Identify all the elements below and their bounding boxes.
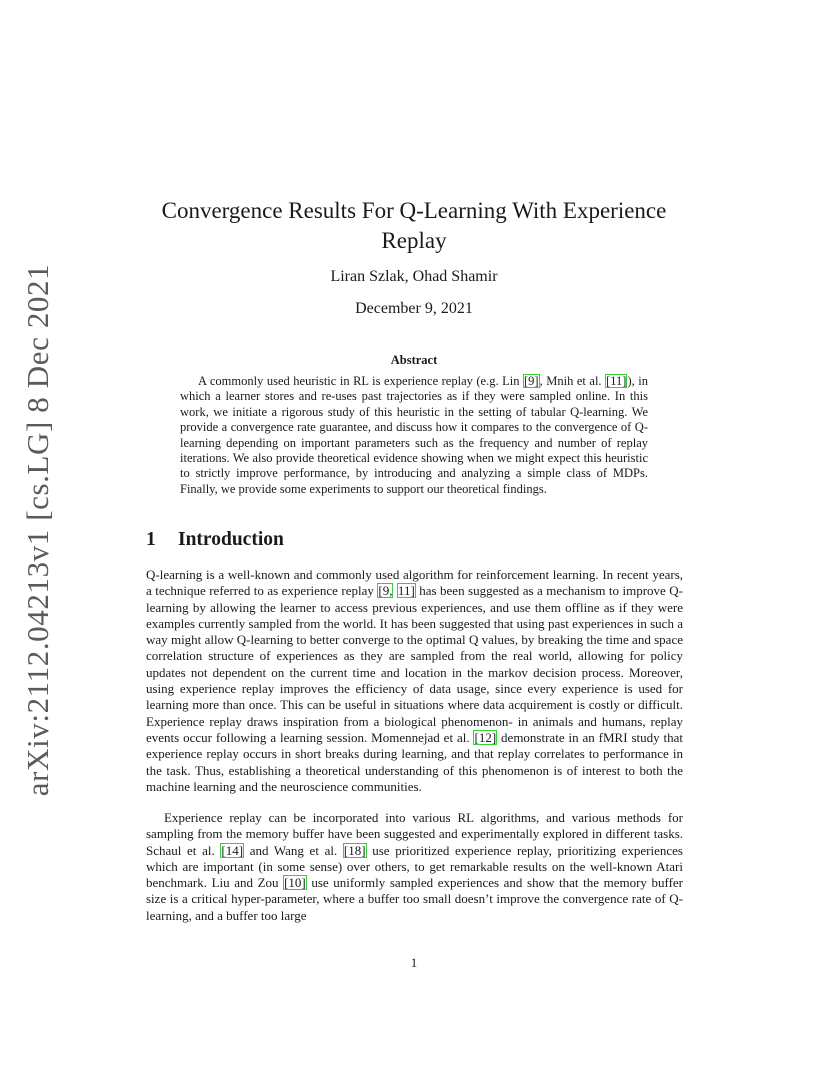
paper-title: Convergence Results For Q-Learning With Experience Replay bbox=[161, 198, 667, 253]
section-heading bbox=[146, 529, 284, 551]
paragraph-text: has been suggested as a mechanism to improve Q-learning by allowing the learner to access previous experiences, and use them offline as if they were examples currently sampled from the world. It has been suggested that using past experiences in such a way might allow Q-learning to better converge to the optimal Q values, by breaking the time and space correlation structure of experiences as they are sampled from the real world, allowing for policy updates not dependent on the current time and location in the markov decision process. Moreover, using experience replay improves the efficiency of data usage, since every experience is used for learning more than once. This can be useful in situations where data acquirement is costly or difficult. Experience replay draws inspiration from a biological phenomenon- in animals and humans, replay events occur following a learning session. Momennejad et al. bbox=[146, 583, 683, 745]
intro-paragraph-1 bbox=[146, 567, 683, 795]
intro-paragraph-2 bbox=[146, 810, 683, 924]
citation-link[interactable]: [11] bbox=[606, 374, 627, 388]
paragraph-text: use prioritized experience replay, prioritizing experiences which are important (in some sense) over others, to get remarkable results on the well-known Atari benchmark. Liu and Zou bbox=[146, 842, 683, 891]
page-number: 1 bbox=[410, 955, 418, 970]
abstract-text-part: , Mnih et al. bbox=[539, 374, 606, 388]
paragraph-text: use uniformly sampled experiences and show that the memory buffer size is a critical hyper-parameter, where a buffer too small doesn’t improve the convergence rate of Q-learning, and a buffer too large bbox=[146, 875, 684, 923]
section-title: Introduction bbox=[178, 529, 284, 550]
citation-link[interactable]: [9, bbox=[378, 583, 393, 599]
abstract-text-part: A commonly used heuristic in RL is experience replay (e.g. Lin bbox=[198, 374, 524, 388]
citation-link[interactable]: [14] bbox=[221, 842, 244, 858]
abstract-text bbox=[180, 374, 648, 497]
citation-link[interactable]: [18] bbox=[343, 842, 366, 858]
paragraph-text: and Wang et al. bbox=[244, 842, 343, 858]
paragraph-text: Experience replay can be incorporated into various RL algorithms, and various methods for sampling from the memory buffer have been suggested and experimentally explored in different tasks. Schaul et al. bbox=[146, 810, 683, 858]
abstract-text-part: ), in which a learner stores and re-uses past trajectories as if they were sampled online. In this work, we initiate a rigorous study of this heuristic in the setting of tabular Q-learning. We provide a convergence rate guarantee, and discuss how it compares to the convergence of Q-learning depending on important parameters such as the frequency and number of replay iterations. We also provide theoretical evidence showing when we might expect this heuristic to strictly improve performance, by introducing and analyzing a simple class of MDPs. Finally, we provide some experiments to support our theoretical findings. bbox=[180, 374, 648, 496]
citation-link[interactable]: 11] bbox=[397, 583, 415, 599]
citation-link[interactable]: [12] bbox=[474, 729, 497, 745]
citation-link[interactable]: [9] bbox=[524, 374, 539, 388]
section-number: 1 bbox=[146, 529, 156, 550]
paper-authors: Liran Szlak, Ohad Shamir bbox=[330, 268, 498, 285]
citation-link[interactable]: [10] bbox=[284, 875, 306, 891]
abstract-heading: Abstract bbox=[390, 353, 438, 367]
paper-date: December 9, 2021 bbox=[355, 300, 473, 317]
arxiv-identifier-text: arXiv:2112.04213v1 [cs.LG] 8 Dec 2021 bbox=[20, 263, 56, 797]
paragraph-text: demonstrate in an fMRI study that experience replay occurs in short breaks during learning, and that replay correlates to performance in the task. Thus, establishing a theoretical understanding of this phenomenon is of interest to both the machine learning and the neuroscience communities. bbox=[146, 729, 683, 794]
paragraph-text: Q-learning is a well-known and commonly used algorithm for reinforcement learning. In recent years, a technique referred to as experience replay bbox=[146, 567, 683, 599]
